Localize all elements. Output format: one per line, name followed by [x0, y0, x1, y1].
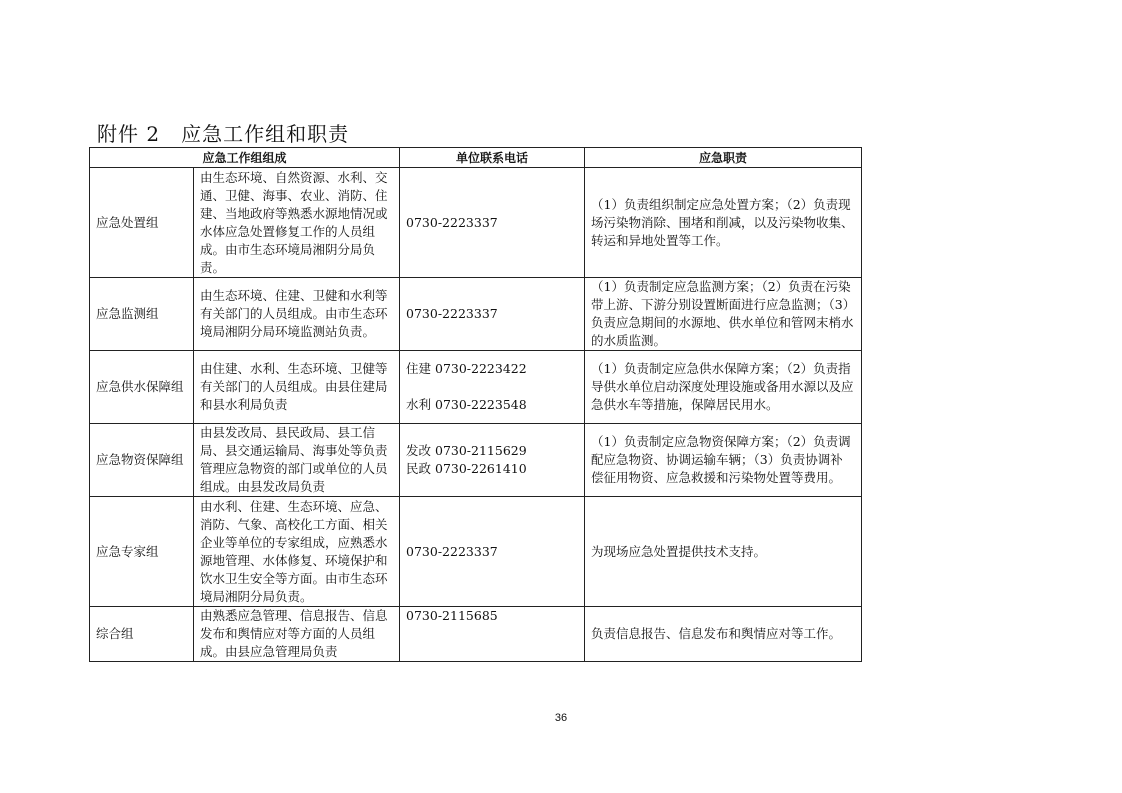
page-number: 36: [554, 712, 568, 724]
group-duties: 为现场应急处置提供技术支持。: [585, 497, 862, 607]
table-row: [90, 497, 862, 607]
table-row: [90, 424, 862, 497]
phone-number: 0730-2223337: [406, 214, 498, 230]
group-phone: [400, 497, 585, 607]
page-title: 附件 2 应急工作组和职责: [97, 122, 350, 146]
phone-number: 住建 0730-2223422: [406, 361, 527, 376]
group-phone: [400, 424, 585, 497]
group-members: 由生态环境、住建、卫健和水利等有关部门的人员组成。由市生态环境局湘阴分局环境监测站负责。: [194, 278, 400, 351]
group-phone: [400, 351, 585, 424]
table-row: [90, 351, 862, 424]
group-phone: [400, 168, 585, 278]
group-phone: [400, 278, 585, 351]
phone-number: 0730-2223337: [406, 543, 498, 559]
group-members: 由熟悉应急管理、信息报告、信息发布和舆情应对等方面的人员组成。由县应急管理局负责: [194, 607, 400, 662]
group-members: 由住建、水利、生态环境、卫健等有关部门的人员组成。由县住建局和县水利局负责: [194, 351, 400, 424]
group-name: 应急处置组: [90, 168, 194, 278]
header-phone: 单位联系电话: [400, 148, 585, 168]
group-members: 由县发改局、县民政局、县工信局、县交通运输局、海事处等负责管理应急物资的部门或单位的人员组成。由县发改局负责: [194, 424, 400, 497]
group-members: 由生态环境、自然资源、水利、交通、卫健、海事、农业、消防、住建、当地政府等熟悉水源地情况或水体应急处置修复工作的人员组成。由市生态环境局湘阴分局负责。: [194, 168, 400, 278]
table-header-row: [90, 148, 862, 168]
group-duties: （1）负责制定应急物资保障方案；（2）负责调配应急物资、协调运输车辆；（3）负责协调补偿征用物资、应急救援和污染物处置等费用。: [585, 424, 862, 497]
phone-number: 0730-2223337: [406, 306, 498, 321]
group-duties: （1）负责制定应急供水保障方案；（2）负责指导供水单位启动深度处理设施或备用水源以及应急供水车等措施，保障居民用水。: [585, 351, 862, 424]
group-name: 综合组: [90, 607, 194, 662]
group-duties: （1）负责组织制定应急处置方案；（2）负责现场污染物消除、围堵和削减，以及污染物收集、转运和异地处置等工作。: [585, 168, 862, 278]
phone-number: 水利 0730-2223548: [406, 397, 527, 412]
group-phone: [400, 607, 585, 662]
phone-number: 民政 0730-2261410: [406, 461, 527, 476]
header-composition: 应急工作组组成: [90, 148, 400, 168]
group-name: 应急物资保障组: [90, 424, 194, 497]
table-row: [90, 168, 862, 278]
table-row: [90, 607, 862, 662]
group-duties: 负责信息报告、信息发布和舆情应对等工作。: [585, 607, 862, 662]
emergency-group-table: [89, 147, 862, 662]
group-name: 应急专家组: [90, 497, 194, 607]
group-name: 应急监测组: [90, 278, 194, 351]
phone-number: 0730-2115685: [406, 608, 498, 623]
group-duties: （1）负责制定应急监测方案；（2）负责在污染带上游、下游分别设置断面进行应急监测；（3）负责应急期间的水源地、供水单位和管网末梢水的水质监测。: [585, 278, 862, 351]
group-members: 由水利、住建、生态环境、应急、消防、气象、高校化工方面、相关企业等单位的专家组成，应熟悉水源地管理、水体修复、环境保护和饮水卫生安全等方面。由市生态环境局湘阴分局负责。: [194, 497, 400, 607]
header-duties: 应急职责: [585, 148, 862, 168]
group-name: 应急供水保障组: [90, 351, 194, 424]
phone-number: 发改 0730-2115629: [406, 443, 527, 458]
table-row: [90, 278, 862, 351]
